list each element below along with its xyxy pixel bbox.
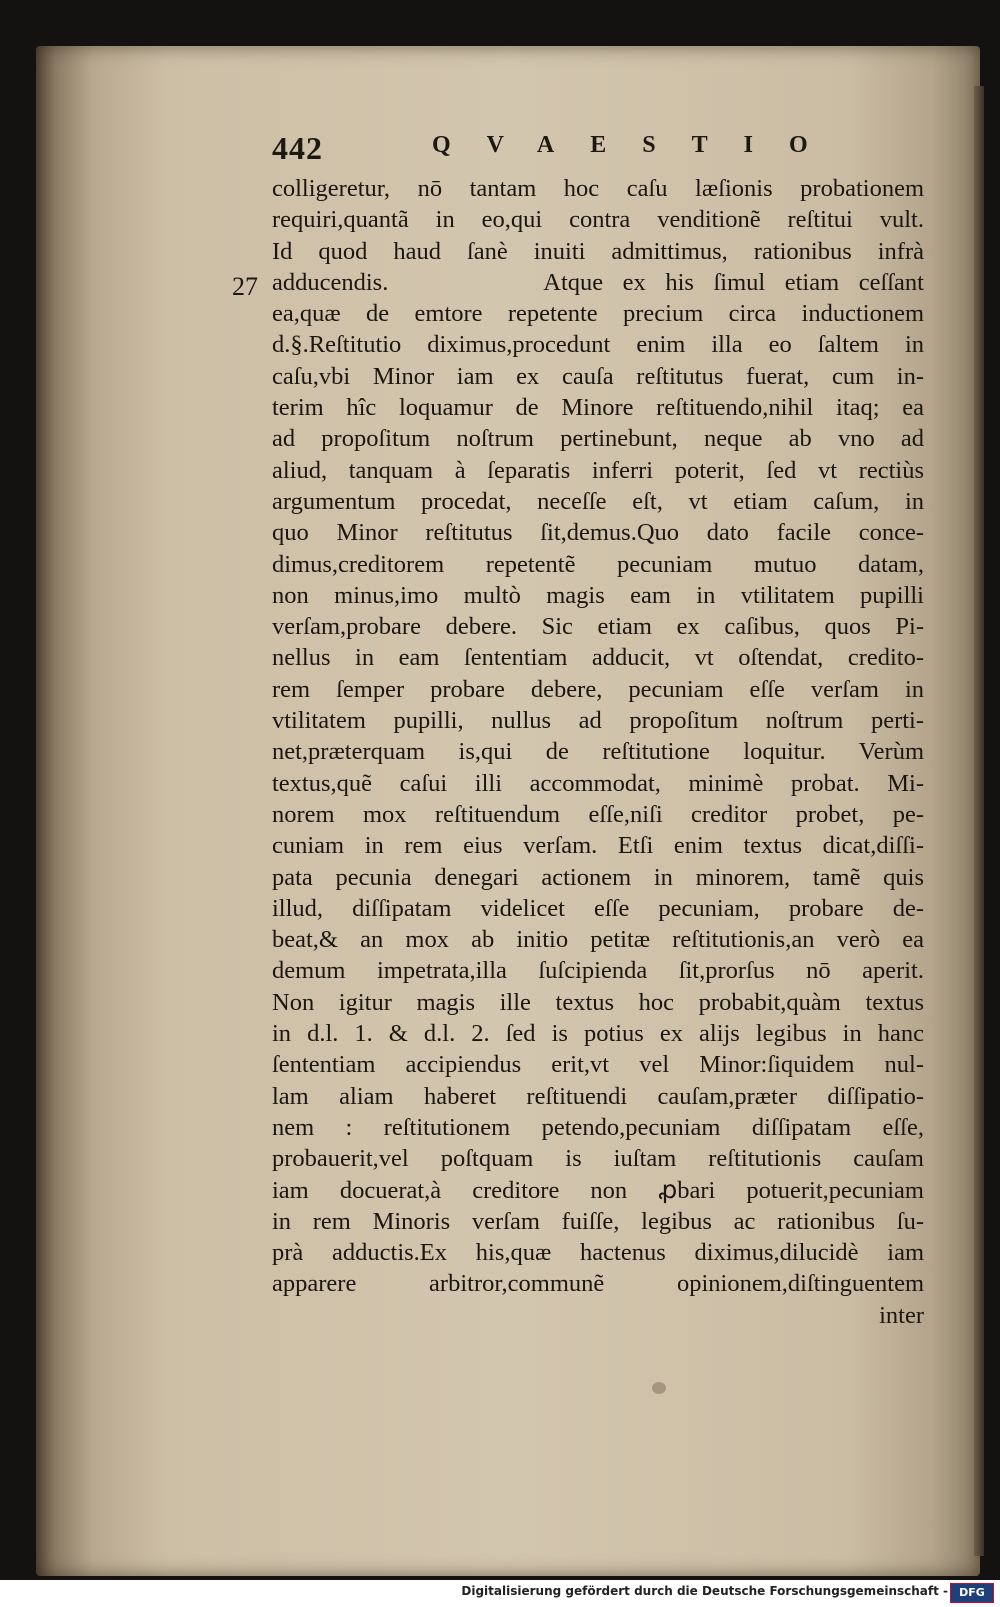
text-line: aliud, tanquam à ſeparatis inferri poterit, ſed vt rectiùs [272,456,924,484]
text-line: nem : reſtitutionem petendo,pecuniam diſſipatam eſſe, [272,1113,924,1141]
text-line: in rem Minoris verſam fuiſſe, legibus ac rationibus ſu- [272,1207,924,1235]
page-edge [974,86,984,1556]
text-line: demum impetrata,illa ſuſcipienda ſit,prorſus nō aperit. [272,957,924,985]
text-line: non minus,imo multò magis eam in vtilitatem pupilli [272,581,924,609]
main-text-block [272,173,924,1331]
text-line: norem mox reſtituendum eſſe,niſi creditor probet, pe- [272,800,924,828]
text-line: ea,quæ de emtore repetente precium circa inductionem [272,300,924,328]
dfg-logo: DFG [950,1583,994,1603]
text-line: dimus,creditorem repetentẽ pecuniam mutuo datam, [272,550,924,578]
text-line: quo Minor reſtitutus ſit,demus.Quo dato facile conce- [272,519,924,547]
text-line: iam docuerat,à creditore non ꝓbari potuerit,pecuniam [272,1176,924,1204]
text-line: d.§.Reſtitutio diximus,procedunt enim illa eo ſaltem in [272,331,924,359]
running-head [272,130,912,174]
text-line: terim hîc loquamur de Minore reſtituendo,nihil itaq; ea [272,394,924,422]
text-line: adducendis. Atque ex his ſimul etiam ceſſant [272,268,924,296]
text-line: verſam,probare debere. Sic etiam ex caſibus, quos Pi- [272,613,924,641]
text-line: cuniam in rem eius verſam. Etſi enim textus dicat,diſſi- [272,832,924,860]
text-line: Id quod haud ſanè inuiti admittimus, rationibus infrà [272,237,924,265]
text-line: in d.l. 1. & d.l. 2. ſed is potius ex alijs legibus in hanc [272,1020,924,1048]
text-line: ſententiam accipiendus erit,vt vel Minor:ſiquidem nul- [272,1051,924,1079]
page-number: 442 [272,130,323,166]
text-line: vtilitatem pupilli, nullus ad propoſitum noſtrum perti- [272,707,924,735]
text-line: rem ſemper probare debere, pecuniam eſſe verſam in [272,675,924,703]
text-line: net,præterquam is,qui de reſtitutione loquitur. Verùm [272,738,924,766]
text-line: requiri,quantã in eo,qui contra venditionẽ reſtitui vult. [272,206,924,234]
running-head-title: QVAESTIO [432,132,844,158]
ink-stain [652,1382,666,1394]
margin-note-number: 27 [232,272,258,301]
text-line: ad propoſitum noſtrum pertinebunt, neque ab vno ad [272,425,924,453]
text-line: Non igitur magis ille textus hoc probabit,quàm textus [272,988,924,1016]
text-line: textus,quẽ caſui illi accommodat, minimè probat. Mi- [272,769,924,797]
text-line: beat,& an mox ab initio petitæ reſtitutionis,an verò ea [272,926,924,954]
text-line: nellus in eam ſententiam adducit, vt oſtendat, credito- [272,644,924,672]
text-line: argumentum procedat, neceſſe eſt, vt etiam caſum, in [272,487,924,515]
catchword: inter [879,1301,924,1329]
text-line: pata pecunia denegari actionem in minorem, tamẽ quis [272,863,924,891]
text-line: colligeretur, nō tantam hoc caſu læſionis probationem [272,175,924,202]
text-line: probauerit,vel poſtquam is iuſtam reſtitutionis cauſam [272,1145,924,1173]
footer-credit: Digitalisierung gefördert durch die Deutsche Forschungsgemeinschaft - [461,1584,948,1598]
footer-bar [0,1580,1000,1607]
text-line: caſu,vbi Minor iam ex cauſa reſtitutus fuerat, cum in- [272,362,924,390]
text-line: illud, diſſipatam videlicet eſſe pecuniam, probare de- [272,894,924,922]
text-line: apparere arbitror,communẽ opinionem,diſtinguentem [272,1270,924,1298]
text-line: prà adductis.Ex his,quæ hactenus diximus,dilucidè iam [272,1239,924,1267]
text-line: lam aliam haberet reſtituendi cauſam,præter diſſipatio- [272,1082,924,1110]
